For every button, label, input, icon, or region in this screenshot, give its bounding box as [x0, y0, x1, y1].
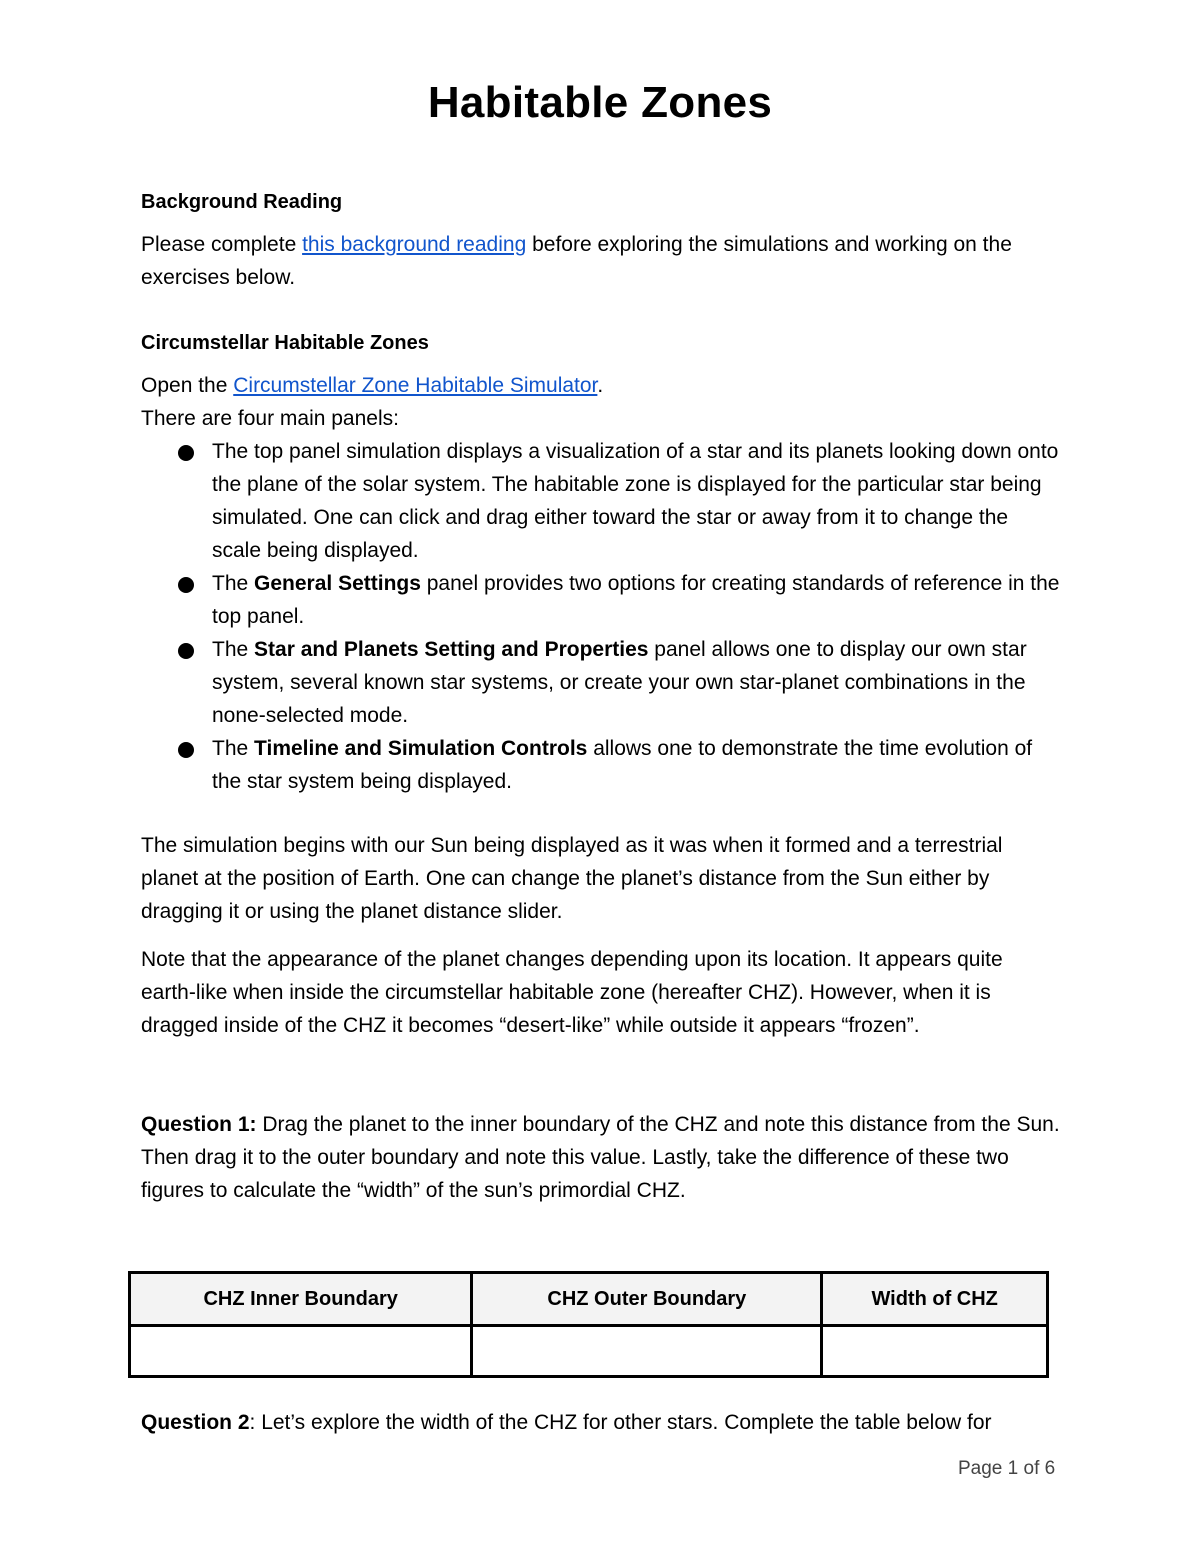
background-paragraph [141, 228, 1061, 294]
question-2-label: Question 2 [141, 1411, 250, 1434]
column-header: CHZ Inner Boundary [130, 1273, 472, 1326]
background-text-after: before exploring the simulations and working on the exercises below. [141, 233, 1012, 289]
column-header: CHZ Outer Boundary [472, 1273, 822, 1326]
page-number: Page 1 of 6 [958, 1458, 1056, 1479]
outer-boundary-cell[interactable] [472, 1326, 822, 1377]
chz-heading: Circumstellar Habitable Zones [141, 332, 429, 354]
open-text-after: . [597, 374, 604, 397]
panels-list [141, 435, 1061, 798]
background-text-before: Please complete [141, 233, 303, 256]
question-2 [141, 1406, 1061, 1439]
simulation-intro-paragraph: The simulation begins with our Sun being displayed as it was when it formed and a terrestrial planet at the position of Earth. One can change the planet’s distance from the Sun either by dragging it or using the planet distance slider. [141, 834, 1003, 923]
question-1 [141, 1108, 1061, 1207]
question-1-text: Drag the planet to the inner boundary of the CHZ and note this distance from the Sun. Then drag it to the outer boundary and note this value. Lastly, take the difference of these two figures to calculate the “width” of the sun’s primordial CHZ. [141, 1113, 1060, 1202]
background-reading-link[interactable]: this background reading [302, 233, 527, 256]
document-body [141, 186, 1061, 1207]
list-item [212, 567, 1061, 633]
planet-appearance-paragraph: Note that the appearance of the planet changes depending upon its location. It appears quite earth-like when inside the circumstellar habitable zone (hereafter CHZ). However, when it is dragged inside of the CHZ it becomes “desert-like” while outside it appears “frozen”. [141, 948, 1003, 1037]
bullet-text-bold: Star and Planets Setting and Properties [254, 638, 649, 661]
list-item [212, 633, 1061, 732]
bullet-text-bold: Timeline and Simulation Controls [254, 737, 588, 760]
bullet-text-bold: General Settings [254, 572, 421, 595]
bullet-text-pre: The [212, 572, 255, 595]
bullet-text-post: allows one to demonstrate the time evolution of the star system being displayed. [212, 737, 1033, 793]
inner-boundary-cell[interactable] [130, 1326, 472, 1377]
list-item [212, 435, 1061, 567]
width-cell[interactable] [822, 1326, 1048, 1377]
question-2-text: : Let’s explore the width of the CHZ for other stars. Complete the table below for [249, 1411, 992, 1434]
chz-boundary-table [128, 1271, 1049, 1378]
background-heading: Background Reading [141, 191, 343, 213]
page-title: Habitable Zones [427, 78, 773, 127]
bullet-icon [178, 643, 194, 659]
bullet-text-post: panel allows one to display our own star system, several known star systems, or create your own star-planet combinations in the none-selected mode. [212, 638, 1027, 727]
bullet-text-pre: The [212, 737, 255, 760]
bullet-text-post: panel provides two options for creating standards of reference in the top panel. [212, 572, 1060, 628]
panels-intro: There are four main panels: [141, 407, 399, 430]
column-header: Width of CHZ [822, 1273, 1048, 1326]
open-simulator-line [141, 369, 1061, 402]
bullet-icon [178, 577, 194, 593]
simulator-link[interactable]: Circumstellar Zone Habitable Simulator [233, 374, 598, 397]
bullet-text: The top panel simulation displays a visualization of a star and its planets looking down onto the plane of the solar system. The habitable zone is displayed for the particular star being simulated. One can click and drag either toward the star or away from it to change the scale being displayed. [212, 440, 1059, 562]
table-header-row [130, 1273, 1048, 1326]
question-1-label: Question 1: [141, 1113, 257, 1136]
bullet-icon [178, 742, 194, 758]
bullet-icon [178, 445, 194, 461]
open-text-before: Open the [141, 374, 234, 397]
table-row [130, 1326, 1048, 1377]
list-item [212, 732, 1061, 798]
bullet-text-pre: The [212, 638, 255, 661]
